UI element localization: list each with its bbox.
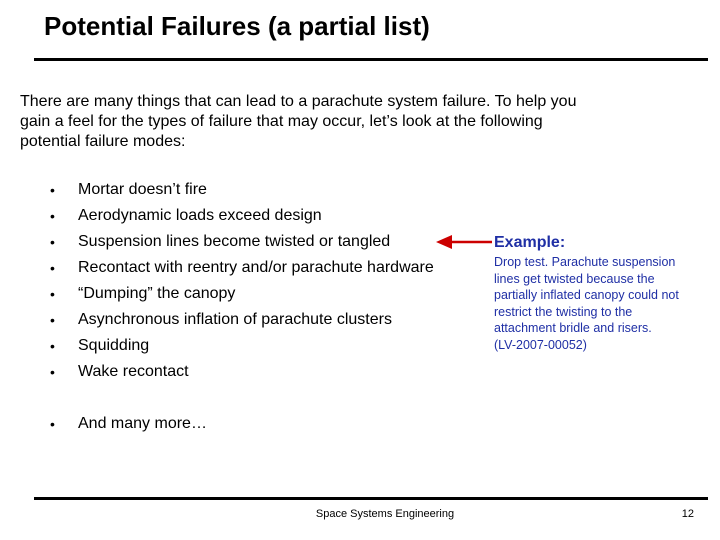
example-line: partially inflated canopy could not	[494, 288, 679, 302]
intro-line: gain a feel for the types of failure that may occur, let’s look at the following	[20, 113, 543, 130]
example-line: lines get twisted because the	[494, 271, 655, 286]
footer-divider	[34, 497, 708, 500]
page-number: 12	[681, 508, 694, 520]
example-line: Drop test. Parachute suspension	[494, 255, 676, 269]
bullet-marker: •	[50, 208, 55, 224]
list-item-text: Squidding	[78, 337, 150, 354]
bullet-marker: •	[50, 286, 55, 302]
bullet-marker: •	[50, 338, 55, 354]
bullet-marker: •	[50, 182, 55, 198]
list-item-text: “Dumping” the canopy	[78, 285, 236, 302]
slide-title: Potential Failures (a partial list)	[44, 11, 430, 41]
bullet-marker: •	[50, 416, 55, 432]
left-arrow-icon	[436, 233, 494, 251]
bullet-marker: •	[50, 234, 55, 250]
example-line: attachment bridle and risers.	[494, 321, 652, 335]
example-line: restrict the twisting to the	[494, 304, 633, 319]
bullet-marker: •	[50, 364, 55, 380]
intro-paragraph	[20, 92, 680, 152]
example-line: (LV-2007-00052)	[494, 337, 587, 352]
bullet-marker: •	[50, 260, 55, 276]
list-item-text: Wake recontact	[78, 363, 189, 380]
list-item-text: Suspension lines become twisted or tangled	[78, 233, 391, 250]
bullet-marker: •	[50, 312, 55, 328]
list-item-text: Mortar doesn’t fire	[78, 181, 207, 198]
intro-line: potential failure modes:	[20, 133, 186, 150]
list-item-text: Recontact with reentry and/or parachute hardware	[78, 259, 434, 276]
title-divider	[34, 58, 708, 61]
intro-line: There are many things that can lead to a parachute system failure. To help you	[20, 93, 577, 110]
list-item-text: Aerodynamic loads exceed design	[78, 207, 322, 224]
footer-course-name: Space Systems Engineering	[315, 508, 455, 520]
list-item-text: And many more…	[78, 415, 207, 432]
example-heading: Example:	[494, 234, 566, 251]
list-item-text: Asynchronous inflation of parachute clusters	[78, 311, 392, 328]
example-description	[494, 254, 710, 353]
